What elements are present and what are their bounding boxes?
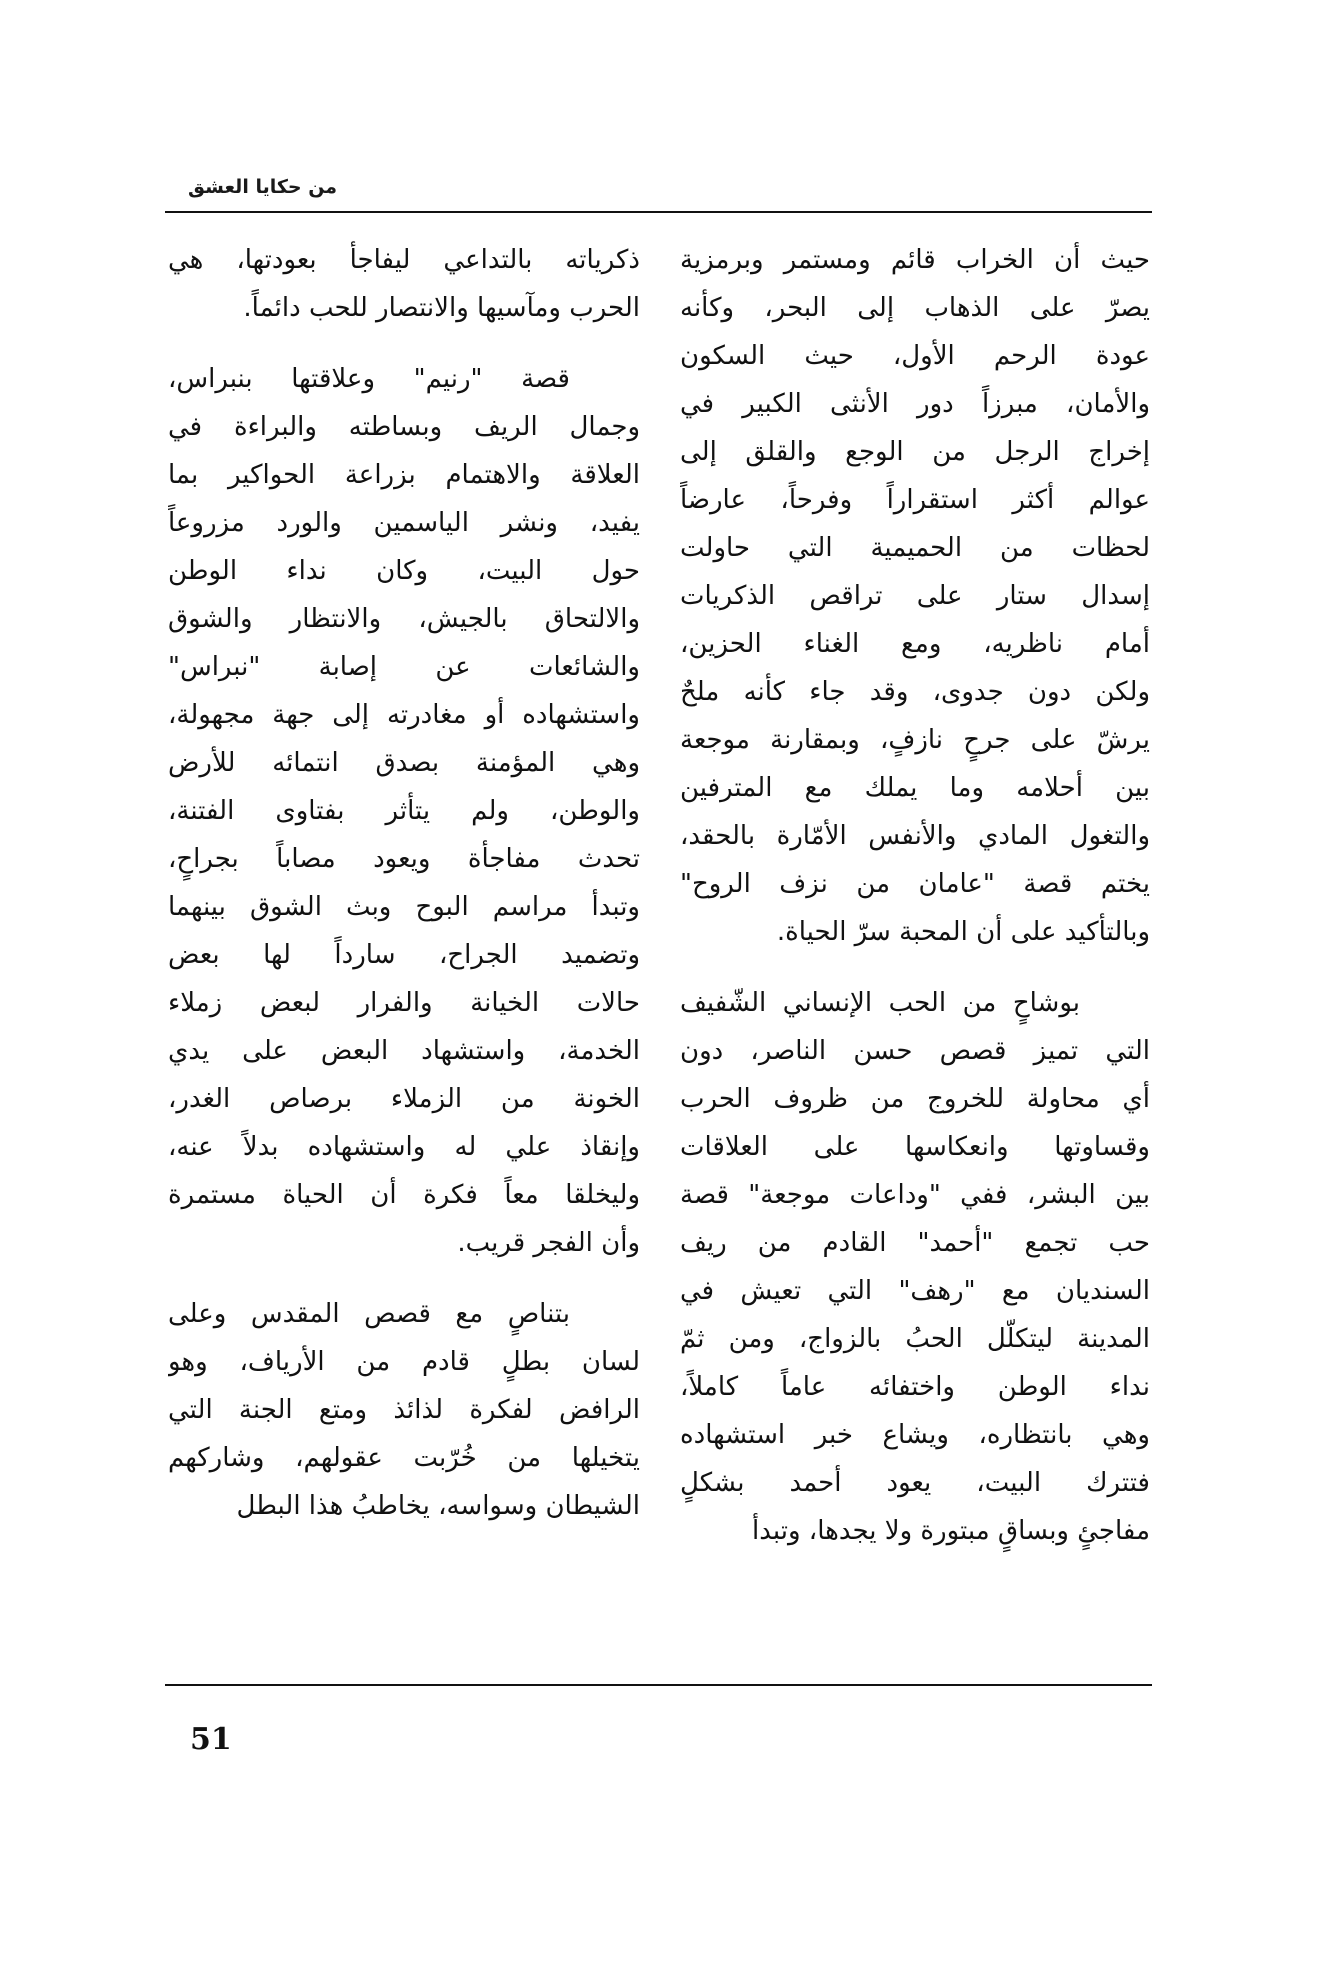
- text-line: والوطن، ولم يتأثر بفتاوى الفتنة،: [168, 796, 640, 826]
- text-line: بوشاحٍ من الحب الإنساني الشّفيف: [680, 988, 1080, 1018]
- text-line: قصة "رنيم" وعلاقتها بنبراس،: [168, 364, 570, 394]
- text-line: وتضميد الجراح، سارداً لها بعض: [168, 940, 640, 970]
- text-line: وقساوتها وانعكاسها على العلاقات: [680, 1132, 1150, 1162]
- text-line: بين البشر، ففي "وداعات موجعة" قصة: [680, 1180, 1150, 1210]
- paragraph-gap: [168, 332, 640, 355]
- text-line: الحرب ومآسيها والانتصار للحب دائماً.: [243, 293, 640, 323]
- text-line: لحظات من الحميمية التي حاولت: [680, 533, 1150, 563]
- right-column: [680, 236, 1150, 1666]
- text-line: أمام ناظريه، ومع الغناء الحزين،: [680, 629, 1150, 659]
- text-line: ولكن دون جدوى، وقد جاء كأنه ملحٌ: [680, 677, 1150, 707]
- text-line: وهي بانتظاره، ويشاع خبر استشهاده: [680, 1420, 1150, 1450]
- text-line: ذكرياته بالتداعي ليفاجأ بعودتها، هي: [168, 245, 640, 275]
- text-line: عودة الرحم الأول، حيث السكون: [680, 341, 1150, 371]
- paragraph-gap: [168, 1267, 640, 1290]
- text-line: واستشهاده أو مغادرته إلى جهة مجهولة،: [168, 700, 640, 730]
- text-line: بين أحلامه وما يملك مع المترفين: [680, 773, 1150, 803]
- text-line: وبالتأكيد على أن المحبة سرّ الحياة.: [776, 917, 1150, 947]
- text-line: التي تميز قصص حسن الناصر، دون: [680, 1036, 1150, 1066]
- text-line: وجمال الريف وبساطته والبراءة في: [168, 412, 640, 442]
- text-line: الشيطان وسواسه، يخاطبُ هذا البطل: [236, 1491, 640, 1521]
- text-line: والأمان، مبرزاً دور الأنثى الكبير في: [680, 389, 1150, 419]
- text-line: لسان بطلٍ قادم من الأرياف، وهو: [168, 1347, 640, 1377]
- text-line: الرافض لفكرة لذائذ ومتع الجنة التي: [168, 1395, 640, 1425]
- text-line: وتبدأ مراسم البوح وبث الشوق بينهما: [168, 892, 640, 922]
- text-line: مفاجئٍ وبساقٍ مبتورة ولا يجدها، وتبدأ: [752, 1516, 1150, 1546]
- paragraph-gap: [680, 956, 1150, 979]
- text-line: وليخلقا معاً فكرة أن الحياة مستمرة: [168, 1180, 640, 1210]
- text-line: وإنقاذ علي له واستشهاده بدلاً عنه،: [168, 1132, 640, 1162]
- top-rule: [165, 211, 1152, 213]
- text-line: السنديان مع "رهف" التي تعيش في: [680, 1276, 1150, 1306]
- text-line: يرشّ على جرحٍ نازفٍ، وبمقارنة موجعة: [680, 725, 1150, 755]
- text-line: حيث أن الخراب قائم ومستمر وبرمزية: [680, 245, 1150, 275]
- text-line: المدينة ليتكلّل الحبُ بالزواج، ومن ثمّ: [680, 1324, 1150, 1354]
- text-line: والتغول المادي والأنفس الأمّارة بالحقد،: [680, 821, 1150, 851]
- text-line: الخونة من الزملاء برصاص الغدر،: [168, 1084, 640, 1114]
- text-line: حب تجمع "أحمد" القادم من ريف: [680, 1228, 1150, 1258]
- text-line: وهي المؤمنة بصدق انتمائه للأرض: [168, 748, 640, 778]
- text-line: فتترك البيت، يعود أحمد بشكلٍ: [680, 1468, 1150, 1498]
- bottom-rule: [165, 1684, 1152, 1686]
- text-line: يفيد، ونشر الياسمين والورد مزروعاً: [168, 508, 640, 538]
- paragraph: [168, 355, 640, 1267]
- text-line: عوالم أكثر استقراراً وفرحاً، عارضاً: [680, 485, 1150, 515]
- paragraph: [680, 236, 1150, 956]
- text-line: حول البيت، وكان نداء الوطن: [168, 556, 640, 586]
- left-column: [168, 236, 640, 1666]
- running-head: من حكايا العشق: [188, 176, 338, 198]
- text-line: تحدث مفاجأة ويعود مصاباً بجراحٍ،: [168, 844, 640, 874]
- text-line: بتناصٍ مع قصص المقدس وعلى: [168, 1299, 570, 1329]
- text-line: يصرّ على الذهاب إلى البحر، وكأنه: [680, 293, 1150, 323]
- text-line: إخراج الرجل من الوجع والقلق إلى: [680, 437, 1150, 467]
- text-line: نداء الوطن واختفائه عاماً كاملاً،: [680, 1372, 1150, 1402]
- paragraph: [680, 979, 1150, 1555]
- text-line: يختم قصة "عامان من نزف الروح": [680, 869, 1150, 899]
- paragraph: [168, 1290, 640, 1530]
- text-line: العلاقة والاهتمام بزراعة الحواكير بما: [168, 460, 640, 490]
- paragraph: [168, 236, 640, 332]
- text-line: حالات الخيانة والفرار لبعض زملاء: [168, 988, 640, 1018]
- text-line: إسدال ستار على تراقص الذكريات: [680, 581, 1150, 611]
- text-line: والشائعات عن إصابة "نبراس": [168, 652, 640, 682]
- page-number: 51: [190, 1722, 232, 1757]
- text-line: يتخيلها من خُرّبت عقولهم، وشاركهم: [168, 1443, 640, 1473]
- text-line: أي محاولة للخروج من ظروف الحرب: [680, 1084, 1150, 1114]
- text-line: وأن الفجر قريب.: [457, 1228, 640, 1258]
- text-line: الخدمة، واستشهاد البعض على يدي: [168, 1036, 640, 1066]
- text-line: والالتحاق بالجيش، والانتظار والشوق: [168, 604, 640, 634]
